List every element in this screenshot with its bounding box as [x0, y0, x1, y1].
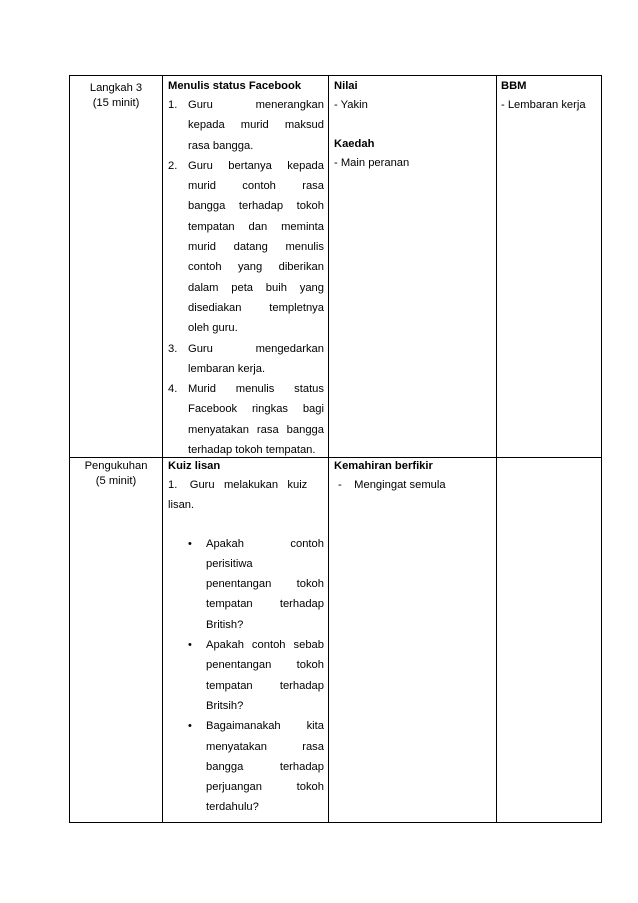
question-item: [168, 534, 324, 635]
row1-aktiviti-cell: [168, 77, 324, 460]
step-line: Guru mengedarkan: [188, 342, 324, 355]
column-divider: [162, 76, 163, 822]
row1-langkah-title: Langkah 3: [89, 82, 143, 94]
row1-nilai-cell: [334, 77, 492, 174]
question-item: [168, 635, 324, 716]
question-line: perjuangan tokoh: [206, 781, 324, 794]
step-number: 2.: [168, 159, 178, 172]
step-line: lembaran kerja.: [188, 362, 266, 375]
step-line: tempatan dan meminta: [188, 220, 324, 233]
step-line: Facebook ringkas bagi: [188, 403, 324, 416]
row2-aktiviti-cell: [168, 457, 324, 818]
step-line: disediakan templetnya: [188, 301, 324, 314]
row1-steps-list: [168, 95, 324, 460]
kaedah-title: Kaedah: [334, 138, 375, 151]
question-line: terdahulu?: [206, 801, 259, 814]
row2-langkah-title: Pengukuhan: [84, 460, 148, 472]
column-divider: [496, 76, 497, 822]
question-line: menyatakan rasa: [206, 740, 324, 753]
bbm-title: BBM: [501, 80, 527, 92]
question-line: penentangan tokoh: [206, 659, 324, 672]
bullet-icon: •: [188, 639, 192, 652]
question-line: Apakah contoh sebab: [206, 639, 324, 652]
row2-kemahiran-cell: [334, 457, 492, 495]
question-line: penentangan tokoh: [206, 578, 324, 591]
quiz-intro-line1: 1. Guru melakukan kuiz: [168, 479, 308, 491]
question-line: bangga terhadap: [206, 760, 324, 773]
step-line: rasa bangga.: [188, 139, 254, 152]
kemahiran-title: Kemahiran berfikir: [334, 460, 433, 472]
step-line: contoh yang diberikan: [188, 261, 324, 274]
column-divider: [328, 76, 329, 822]
step-line: bangga terhadap tokoh: [188, 200, 324, 213]
row2-langkah-duration: (5 minit): [95, 475, 137, 487]
step-line: terhadap tokoh tempatan.: [188, 444, 316, 457]
step-line: menyatakan rasa bangga: [188, 423, 324, 436]
step-line: Murid menulis status: [188, 383, 324, 396]
step-number: 3.: [168, 342, 178, 355]
step-number: 4.: [168, 383, 178, 396]
step-line: murid datang menulis: [188, 241, 324, 254]
nilai-title: Nilai: [334, 80, 358, 92]
kaedah-item: - Main peranan: [334, 157, 410, 170]
question-item: [168, 716, 324, 817]
row2-langkah-cell: [70, 459, 162, 489]
question-line: perisitiwa: [206, 557, 253, 570]
bullet-icon: •: [188, 537, 192, 550]
step-line: Guru menerangkan: [188, 99, 324, 111]
bullet-icon: •: [188, 720, 192, 733]
row1-aktiviti-title: Menulis status Facebook: [168, 80, 302, 92]
step-item: [168, 95, 324, 156]
question-line: Bagaimanakah kita: [206, 720, 324, 733]
question-line: tempatan terhadap: [206, 679, 324, 692]
row1-langkah-duration: (15 minit): [92, 97, 140, 109]
quiz-question-list: [168, 534, 324, 818]
bbm-item: - Lembaran kerja: [501, 99, 586, 111]
step-line: oleh guru.: [188, 322, 238, 335]
question-line: British?: [206, 618, 244, 631]
step-number: 1.: [168, 99, 178, 111]
step-item: [168, 379, 324, 460]
quiz-intro-line2: lisan.: [168, 499, 195, 512]
row2-aktiviti-title: Kuiz lisan: [168, 460, 221, 472]
question-line: tempatan terhadap: [206, 598, 324, 611]
step-line: Guru bertanya kepada: [188, 159, 324, 172]
step-item: [168, 156, 324, 339]
step-line: kepada murid maksud: [188, 119, 324, 132]
step-line: murid contoh rasa: [188, 180, 324, 193]
step-item: [168, 339, 324, 380]
nilai-item: - Yakin: [334, 99, 368, 111]
question-line: Apakah contoh: [206, 537, 324, 550]
kemahiran-item: - Mengingat semula: [338, 479, 446, 491]
row1-langkah-cell: [70, 81, 162, 111]
step-line: dalam peta buih yang: [188, 281, 324, 294]
lesson-plan-table: [69, 75, 602, 823]
row1-bbm-cell: [501, 77, 599, 115]
question-line: Britsih?: [206, 699, 244, 712]
